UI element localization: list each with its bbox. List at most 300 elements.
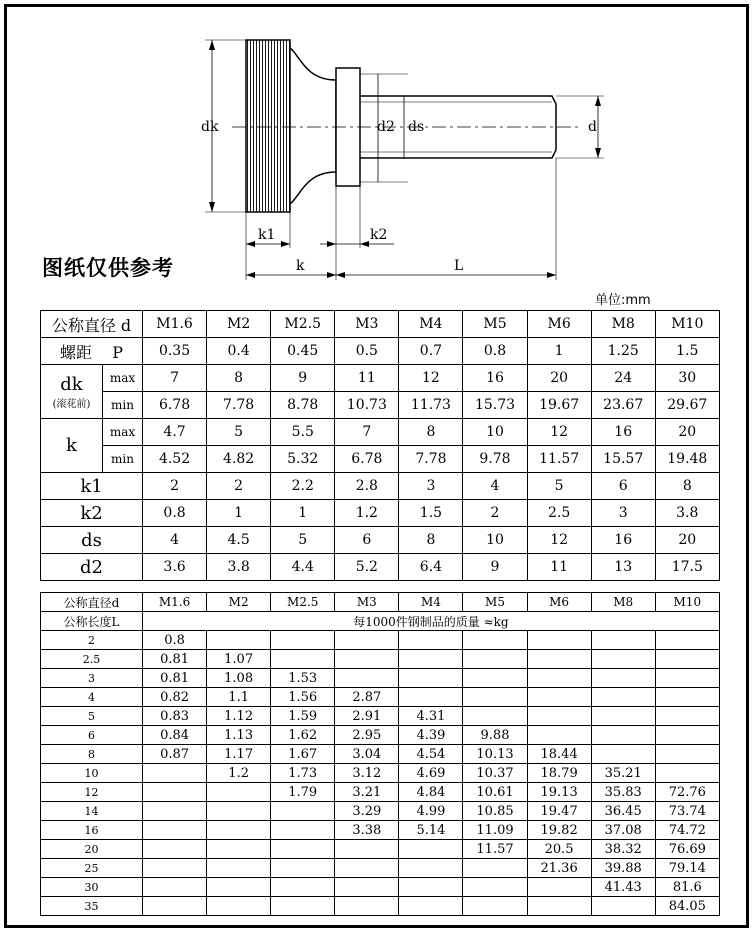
- dk-min-cell: 15.73: [463, 392, 527, 419]
- mass-value-cell: 4.54: [399, 745, 463, 764]
- pitch-label-gap: [92, 343, 112, 362]
- dk-label-note: (滚花前): [52, 398, 91, 410]
- mass-value-cell: [591, 688, 655, 707]
- mass-value-cell: [591, 897, 655, 916]
- mass-table: [40, 592, 720, 916]
- mass-value-cell: [463, 859, 527, 878]
- mass-size-header-cell: M6: [527, 593, 591, 612]
- mass-value-cell: 76.69: [655, 840, 719, 859]
- length-cell: 6: [41, 726, 143, 745]
- mass-value-cell: [271, 650, 335, 669]
- size-header-cell: M2: [207, 311, 271, 338]
- d2-row: [41, 554, 720, 581]
- dk-max-cell: 30: [655, 365, 719, 392]
- mass-row: [41, 897, 720, 916]
- mass-header-row: [41, 593, 720, 612]
- mass-value-cell: 0.82: [143, 688, 207, 707]
- mass-value-cell: [271, 802, 335, 821]
- mass-value-cell: [399, 859, 463, 878]
- mass-value-cell: [399, 650, 463, 669]
- mass-value-cell: 3.12: [335, 764, 399, 783]
- mass-value-cell: 1.79: [271, 783, 335, 802]
- ds-row: [41, 527, 720, 554]
- mass-value-cell: 1.07: [207, 650, 271, 669]
- ds-label: ds: [41, 527, 143, 554]
- mass-value-cell: [335, 650, 399, 669]
- length-cell: 20: [41, 840, 143, 859]
- mass-value-cell: 1.12: [207, 707, 271, 726]
- mass-size-header-cell: M4: [399, 593, 463, 612]
- pitch-cell: 0.8: [463, 338, 527, 365]
- mass-row: [41, 840, 720, 859]
- mass-caption-row: [41, 612, 720, 631]
- mass-value-cell: [591, 745, 655, 764]
- k-max-cell: 16: [591, 419, 655, 446]
- mass-value-cell: 4.84: [399, 783, 463, 802]
- mass-value-cell: [463, 631, 527, 650]
- length-cell: 4: [41, 688, 143, 707]
- k2-cell: 2: [463, 500, 527, 527]
- mass-value-cell: [655, 669, 719, 688]
- k2-cell: 1.5: [399, 500, 463, 527]
- mass-value-cell: [655, 764, 719, 783]
- k-min-cell: 9.78: [463, 446, 527, 473]
- mass-value-cell: 35.83: [591, 783, 655, 802]
- mass-value-cell: 1.08: [207, 669, 271, 688]
- mass-row: [41, 745, 720, 764]
- label-k1: k1: [258, 227, 276, 243]
- mass-value-cell: 0.87: [143, 745, 207, 764]
- pitch-cell: 0.5: [335, 338, 399, 365]
- unit-label: 单位:mm: [595, 293, 651, 308]
- label-k2: k2: [370, 227, 388, 243]
- mass-value-cell: 19.47: [527, 802, 591, 821]
- mass-value-cell: [399, 669, 463, 688]
- spec-header-row: [41, 311, 720, 338]
- mass-value-cell: [463, 897, 527, 916]
- dk-max-cell: 9: [271, 365, 335, 392]
- mass-row: [41, 631, 720, 650]
- k-min-cell: 11.57: [527, 446, 591, 473]
- mass-value-cell: 3.21: [335, 783, 399, 802]
- mass-value-cell: 18.79: [527, 764, 591, 783]
- mass-value-cell: [527, 688, 591, 707]
- mass-value-cell: [527, 631, 591, 650]
- mass-value-cell: 39.88: [591, 859, 655, 878]
- dk-label-main: dk: [60, 373, 83, 395]
- mass-value-cell: [207, 631, 271, 650]
- pitch-label-sym: P: [112, 342, 124, 362]
- pitch-cell: 1.25: [591, 338, 655, 365]
- dk-min-cell: 29.67: [655, 392, 719, 419]
- k-min-cell: 4.52: [143, 446, 207, 473]
- thumb-screw-drawing: [0, 0, 755, 290]
- mass-row: [41, 669, 720, 688]
- pitch-label: [41, 338, 143, 365]
- mass-value-cell: [463, 688, 527, 707]
- mass-value-cell: 0.81: [143, 650, 207, 669]
- mass-value-cell: 1.53: [271, 669, 335, 688]
- ds-cell: 4: [143, 527, 207, 554]
- mass-value-cell: [399, 897, 463, 916]
- pitch-cell: 0.35: [143, 338, 207, 365]
- k2-cell: 2.5: [527, 500, 591, 527]
- k-min-cell: 19.48: [655, 446, 719, 473]
- size-header-cell: M4: [399, 311, 463, 338]
- d2-cell: 17.5: [655, 554, 719, 581]
- ds-cell: 20: [655, 527, 719, 554]
- mass-value-cell: 19.82: [527, 821, 591, 840]
- mass-value-cell: [143, 840, 207, 859]
- mass-value-cell: [399, 631, 463, 650]
- mass-value-cell: [527, 707, 591, 726]
- mass-value-cell: [463, 669, 527, 688]
- k-label: k: [41, 419, 103, 473]
- length-cell: 2: [41, 631, 143, 650]
- mass-row: [41, 783, 720, 802]
- mass-value-cell: 81.6: [655, 878, 719, 897]
- ds-cell: 16: [591, 527, 655, 554]
- pitch-cell: 1.5: [655, 338, 719, 365]
- mass-value-cell: [271, 878, 335, 897]
- mass-value-cell: [527, 726, 591, 745]
- mass-value-cell: 2.87: [335, 688, 399, 707]
- weight-caption: 每1000件钢制品的质量 ≈kg: [143, 612, 720, 631]
- k1-cell: 4: [463, 473, 527, 500]
- k1-cell: 2.8: [335, 473, 399, 500]
- mass-row: [41, 707, 720, 726]
- length-cell: 3: [41, 669, 143, 688]
- length-cell: 30: [41, 878, 143, 897]
- mass-value-cell: 79.14: [655, 859, 719, 878]
- mass-row: [41, 764, 720, 783]
- size-header-cell: M8: [591, 311, 655, 338]
- k-max-label: max: [103, 419, 143, 446]
- mass-value-cell: [207, 897, 271, 916]
- mass-value-cell: 35.21: [591, 764, 655, 783]
- mass-value-cell: 4.69: [399, 764, 463, 783]
- length-label: 公称长度L: [41, 612, 143, 631]
- mass-value-cell: 10.61: [463, 783, 527, 802]
- mass-size-header-cell: M2.5: [271, 593, 335, 612]
- heading-reference-only: 图纸仅供参考: [42, 256, 174, 280]
- mass-value-cell: 38.32: [591, 840, 655, 859]
- mass-value-cell: 1.17: [207, 745, 271, 764]
- mass-value-cell: [335, 897, 399, 916]
- k-max-cell: 4.7: [143, 419, 207, 446]
- label-dk: dk: [201, 119, 219, 135]
- d2-cell: 5.2: [335, 554, 399, 581]
- mass-value-cell: [207, 878, 271, 897]
- dk-min-cell: 8.78: [271, 392, 335, 419]
- k-min-cell: 6.78: [335, 446, 399, 473]
- dk-max-cell: 16: [463, 365, 527, 392]
- size-header-cell: M5: [463, 311, 527, 338]
- mass-value-cell: [143, 859, 207, 878]
- mass-value-cell: [399, 840, 463, 859]
- d2-cell: 4.4: [271, 554, 335, 581]
- pitch-cell: 0.4: [207, 338, 271, 365]
- k2-row: [41, 500, 720, 527]
- mass-value-cell: [271, 859, 335, 878]
- d2-cell: 3.8: [207, 554, 271, 581]
- k2-cell: 3: [591, 500, 655, 527]
- mass-value-cell: 11.09: [463, 821, 527, 840]
- nominal-diameter-label: 公称直径 d: [41, 311, 143, 338]
- mass-value-cell: 2.91: [335, 707, 399, 726]
- mass-row: [41, 688, 720, 707]
- k-max-cell: 7: [335, 419, 399, 446]
- k1-cell: 3: [399, 473, 463, 500]
- size-header-cell: M2.5: [271, 311, 335, 338]
- size-header-cell: M10: [655, 311, 719, 338]
- mass-value-cell: [527, 650, 591, 669]
- mass-value-cell: 1.67: [271, 745, 335, 764]
- mass-value-cell: 84.05: [655, 897, 719, 916]
- k1-cell: 2.2: [271, 473, 335, 500]
- mass-value-cell: 3.38: [335, 821, 399, 840]
- mass-value-cell: 1.1: [207, 688, 271, 707]
- mass-value-cell: 10.37: [463, 764, 527, 783]
- mass-row: [41, 650, 720, 669]
- length-cell: 14: [41, 802, 143, 821]
- ds-cell: 5: [271, 527, 335, 554]
- k-max-row: [41, 419, 720, 446]
- mass-size-header-cell: M1.6: [143, 593, 207, 612]
- mass-row: [41, 802, 720, 821]
- k1-label: k1: [41, 473, 143, 500]
- dk-max-row: [41, 365, 720, 392]
- mass-value-cell: 5.14: [399, 821, 463, 840]
- mass-value-cell: [271, 821, 335, 840]
- mass-nominal-label: 公称直径d: [41, 593, 143, 612]
- dk-min-cell: 6.78: [143, 392, 207, 419]
- label-ds: ds: [408, 119, 425, 135]
- pitch-row: [41, 338, 720, 365]
- mass-value-cell: 1.56: [271, 688, 335, 707]
- mass-value-cell: 10.85: [463, 802, 527, 821]
- mass-value-cell: 3.29: [335, 802, 399, 821]
- length-cell: 25: [41, 859, 143, 878]
- k-max-cell: 5: [207, 419, 271, 446]
- head-neck: [290, 48, 336, 204]
- spec-table: [40, 310, 720, 581]
- size-header-cell: M3: [335, 311, 399, 338]
- mass-size-header-cell: M8: [591, 593, 655, 612]
- mass-value-cell: [527, 878, 591, 897]
- k2-label: k2: [41, 500, 143, 527]
- k2-cell: 0.8: [143, 500, 207, 527]
- pitch-cell: 0.45: [271, 338, 335, 365]
- mass-value-cell: 1.62: [271, 726, 335, 745]
- mass-value-cell: 18.44: [527, 745, 591, 764]
- pitch-cell: 0.7: [399, 338, 463, 365]
- mass-value-cell: [271, 840, 335, 859]
- k-max-cell: 20: [655, 419, 719, 446]
- length-cell: 35: [41, 897, 143, 916]
- mass-value-cell: [655, 707, 719, 726]
- mass-value-cell: [207, 840, 271, 859]
- k2-cell: 1: [271, 500, 335, 527]
- label-L: L: [454, 258, 464, 274]
- mass-value-cell: [143, 821, 207, 840]
- mass-value-cell: [655, 688, 719, 707]
- k1-cell: 5: [527, 473, 591, 500]
- d2-cell: 6.4: [399, 554, 463, 581]
- d2-cell: 9: [463, 554, 527, 581]
- pitch-cell: 1: [527, 338, 591, 365]
- mass-value-cell: [655, 745, 719, 764]
- ds-cell: 12: [527, 527, 591, 554]
- mass-row: [41, 726, 720, 745]
- mass-size-header-cell: M10: [655, 593, 719, 612]
- dk-label: [41, 365, 103, 419]
- mass-value-cell: 4.99: [399, 802, 463, 821]
- k-max-cell: 12: [527, 419, 591, 446]
- length-cell: 5: [41, 707, 143, 726]
- mass-value-cell: [143, 783, 207, 802]
- k-min-cell: 15.57: [591, 446, 655, 473]
- mass-value-cell: 1.59: [271, 707, 335, 726]
- d2-cell: 11: [527, 554, 591, 581]
- mass-value-cell: 11.57: [463, 840, 527, 859]
- dk-max-cell: 7: [143, 365, 207, 392]
- ds-cell: 6: [335, 527, 399, 554]
- mass-row: [41, 821, 720, 840]
- k1-row: [41, 473, 720, 500]
- label-k: k: [296, 258, 305, 274]
- mass-value-cell: [655, 726, 719, 745]
- mass-value-cell: [591, 650, 655, 669]
- dk-max-cell: 12: [399, 365, 463, 392]
- k-min-cell: 4.82: [207, 446, 271, 473]
- mass-value-cell: 36.45: [591, 802, 655, 821]
- mass-value-cell: [655, 650, 719, 669]
- k-max-cell: 8: [399, 419, 463, 446]
- mass-value-cell: 2.95: [335, 726, 399, 745]
- mass-value-cell: 10.13: [463, 745, 527, 764]
- mass-value-cell: 1.2: [207, 764, 271, 783]
- k2-cell: 1: [207, 500, 271, 527]
- mass-value-cell: 74.72: [655, 821, 719, 840]
- pitch-label-cn: 螺距: [59, 342, 92, 362]
- dk-min-cell: 11.73: [399, 392, 463, 419]
- mass-value-cell: [399, 878, 463, 897]
- k-min-label: min: [103, 446, 143, 473]
- size-header-cell: M1.6: [143, 311, 207, 338]
- ds-cell: 4.5: [207, 527, 271, 554]
- k-min-cell: 7.78: [399, 446, 463, 473]
- dk-max-cell: 20: [527, 365, 591, 392]
- mass-size-header-cell: M5: [463, 593, 527, 612]
- label-d: d: [588, 119, 597, 135]
- dk-min-cell: 19.67: [527, 392, 591, 419]
- mass-value-cell: 1.73: [271, 764, 335, 783]
- k1-cell: 2: [207, 473, 271, 500]
- mass-value-cell: 20.5: [527, 840, 591, 859]
- k-max-cell: 10: [463, 419, 527, 446]
- mass-value-cell: [655, 631, 719, 650]
- mass-value-cell: [527, 669, 591, 688]
- mass-value-cell: [591, 669, 655, 688]
- k1-cell: 8: [655, 473, 719, 500]
- mass-value-cell: 0.81: [143, 669, 207, 688]
- mass-value-cell: [143, 897, 207, 916]
- ds-cell: 8: [399, 527, 463, 554]
- dk-max-cell: 8: [207, 365, 271, 392]
- d2-cell: 13: [591, 554, 655, 581]
- d2-cell: 3.6: [143, 554, 207, 581]
- k2-cell: 3.8: [655, 500, 719, 527]
- mass-value-cell: 1.13: [207, 726, 271, 745]
- mass-value-cell: [591, 631, 655, 650]
- k-min-cell: 5.32: [271, 446, 335, 473]
- mass-value-cell: [463, 707, 527, 726]
- mass-value-cell: 9.88: [463, 726, 527, 745]
- mass-value-cell: [207, 859, 271, 878]
- mass-value-cell: [143, 878, 207, 897]
- mass-value-cell: 0.83: [143, 707, 207, 726]
- mass-value-cell: [335, 840, 399, 859]
- mass-value-cell: 0.8: [143, 631, 207, 650]
- size-header-cell: M6: [527, 311, 591, 338]
- mass-value-cell: [463, 650, 527, 669]
- mass-value-cell: 41.43: [591, 878, 655, 897]
- d2-label: d2: [41, 554, 143, 581]
- mass-row: [41, 878, 720, 897]
- k1-cell: 6: [591, 473, 655, 500]
- mass-row: [41, 859, 720, 878]
- k1-cell: 2: [143, 473, 207, 500]
- mass-value-cell: 4.39: [399, 726, 463, 745]
- dk-min-cell: 23.67: [591, 392, 655, 419]
- length-cell: 8: [41, 745, 143, 764]
- length-cell: 10: [41, 764, 143, 783]
- mass-value-cell: 19.13: [527, 783, 591, 802]
- k-min-row: [41, 446, 720, 473]
- mass-value-cell: [591, 726, 655, 745]
- mass-value-cell: [143, 764, 207, 783]
- dk-min-cell: 7.78: [207, 392, 271, 419]
- length-cell: 12: [41, 783, 143, 802]
- mass-value-cell: [143, 802, 207, 821]
- label-d2: d2: [377, 119, 395, 135]
- mass-value-cell: [335, 669, 399, 688]
- mass-value-cell: [591, 707, 655, 726]
- mass-value-cell: 4.31: [399, 707, 463, 726]
- dk-max-label: max: [103, 365, 143, 392]
- k-max-cell: 5.5: [271, 419, 335, 446]
- mass-value-cell: 3.04: [335, 745, 399, 764]
- dk-min-cell: 10.73: [335, 392, 399, 419]
- length-cell: 16: [41, 821, 143, 840]
- mass-value-cell: [271, 631, 335, 650]
- ds-cell: 10: [463, 527, 527, 554]
- knurled-head: [246, 40, 290, 212]
- dk-max-cell: 11: [335, 365, 399, 392]
- mass-size-header-cell: M2: [207, 593, 271, 612]
- dk-min-label: min: [103, 392, 143, 419]
- mass-value-cell: 73.74: [655, 802, 719, 821]
- mass-value-cell: [207, 783, 271, 802]
- mass-size-header-cell: M3: [335, 593, 399, 612]
- mass-value-cell: 21.36: [527, 859, 591, 878]
- mass-value-cell: [271, 897, 335, 916]
- mass-value-cell: [527, 897, 591, 916]
- length-cell: 2.5: [41, 650, 143, 669]
- mass-value-cell: [335, 631, 399, 650]
- mass-value-cell: 0.84: [143, 726, 207, 745]
